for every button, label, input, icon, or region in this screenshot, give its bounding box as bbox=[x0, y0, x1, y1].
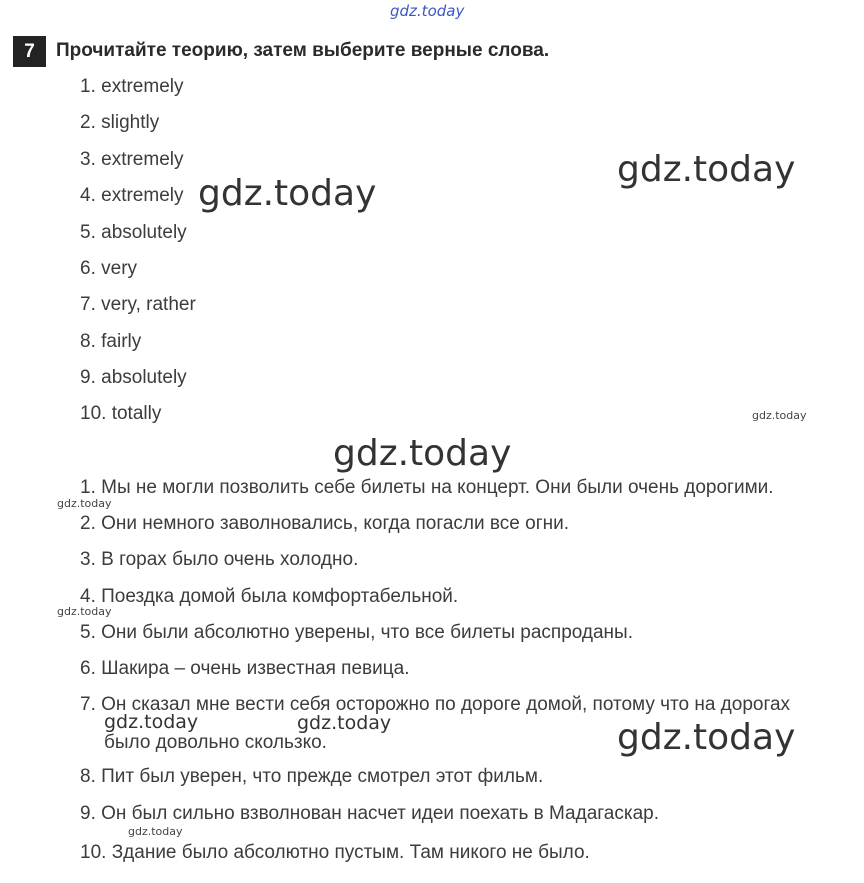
translation-item: 8. Пит был уверен, что прежде смотрел этот фильм. bbox=[80, 766, 544, 787]
answer-item: 1. extremely bbox=[80, 76, 184, 97]
answer-item: 10. totally bbox=[80, 403, 162, 424]
answer-item: 3. extremely bbox=[80, 149, 184, 170]
translation-item: 10. Здание было абсолютно пустым. Там никого не было. bbox=[80, 842, 590, 863]
watermark-large: gdz.today bbox=[617, 149, 796, 190]
watermark-top: gdz.today bbox=[390, 2, 465, 20]
translation-item: 6. Шакира – очень известная певица. bbox=[80, 658, 410, 679]
watermark-small: gdz.today bbox=[752, 409, 807, 422]
watermark-medium: gdz.today bbox=[104, 711, 199, 733]
watermark-small: gdz.today bbox=[57, 497, 112, 510]
watermark-large: gdz.today bbox=[617, 717, 796, 758]
answer-item: 4. extremely bbox=[80, 185, 184, 206]
watermark-large: gdz.today bbox=[198, 173, 377, 214]
answer-item: 7. very, rather bbox=[80, 294, 196, 315]
answer-item: 5. absolutely bbox=[80, 222, 187, 243]
translation-item: 5. Они были абсолютно уверены, что все билеты распроданы. bbox=[80, 622, 633, 643]
translation-item: 1. Мы не могли позволить себе билеты на концерт. Они были очень дорогими. bbox=[80, 477, 774, 498]
translation-item: 4. Поездка домой была комфортабельной. bbox=[80, 586, 459, 607]
task-instruction: Прочитайте теорию, затем выберите верные слова. bbox=[56, 40, 550, 61]
answer-item: 6. very bbox=[80, 258, 138, 279]
task-number-badge: 7 bbox=[13, 36, 46, 67]
translation-item: 9. Он был сильно взволнован насчет идеи поехать в Мадагаскар. bbox=[80, 803, 659, 824]
answer-item: 9. absolutely bbox=[80, 367, 187, 388]
watermark-small: gdz.today bbox=[57, 605, 112, 618]
watermark-small: gdz.today bbox=[128, 825, 183, 838]
answer-item: 8. fairly bbox=[80, 331, 142, 352]
answer-item: 2. slightly bbox=[80, 112, 160, 133]
watermark-large: gdz.today bbox=[333, 433, 512, 474]
translation-item: 7. Он сказал мне вести себя осторожно по дороге домой, потому что на дорогах bbox=[80, 694, 791, 715]
translation-item: 3. В горах было очень холодно. bbox=[80, 549, 359, 570]
translation-item-continuation: было довольно скользко. bbox=[104, 732, 327, 753]
translation-item: 2. Они немного заволновались, когда погасли все огни. bbox=[80, 513, 570, 534]
watermark-medium: gdz.today bbox=[297, 712, 392, 734]
